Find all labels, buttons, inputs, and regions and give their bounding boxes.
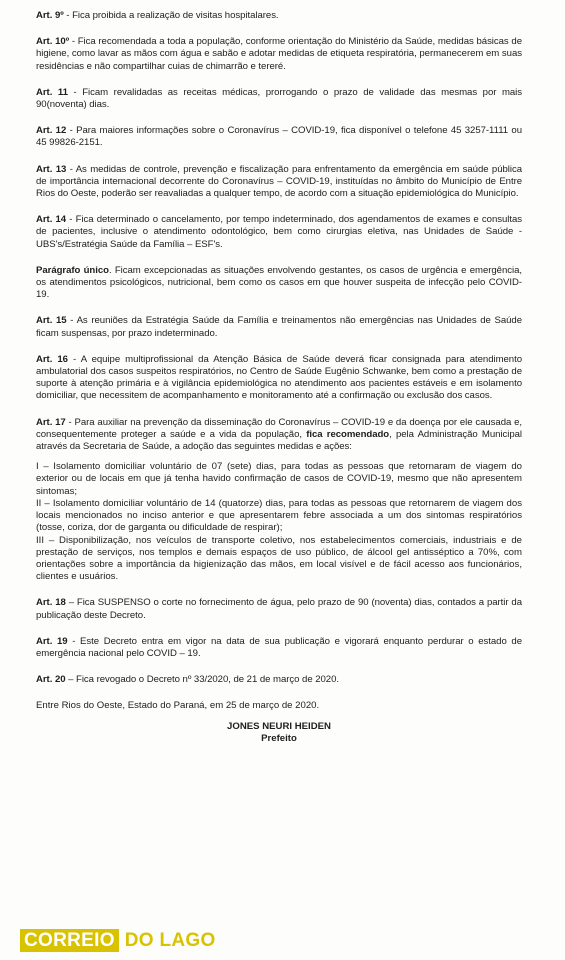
article-16: Art. 16 - A equipe multiprofissional da Atenção Básica de Saúde deverá ficar consignada para atendimento ambulatorial dos casos suspeitos respiratórios, no Centro de Saúde Eugênio Schwanke, bem como a prestação de suporte à atenção primária e à vigilância epidemiológica no atendimento aos pacientes estáveis e em isolamento domiciliar, que necessitem de acompanhamento e monitoramento até a confirmação ou exclusão dos casos. [36,353,522,402]
paragrafo-unico: Parágrafo único. Ficam excepcionadas as situações envolvendo gestantes, os casos de urgência e emergência, os atendimentos psicológicos, nutricional, bem como os casos em que houver suspeita de infecção pelo COVID-19. [36,264,522,301]
logo-word-do-lago: DO LAGO [124,930,216,951]
article-14: Art. 14 - Fica determinado o cancelamento, por tempo indeterminado, dos agendamentos de exames e consultas de pacientes, inclusive o atendimento odontológico, bem como cirurgias eletiva, nas Unidades de Saúde - UBS's/Estratégia Saúde da Família – ESF's. [36,214,522,250]
article-13: Art. 13 - As medidas de controle, prevenção e fiscalização para enfrentamento da emergência em saúde pública de importância internacional decorrente do Coronavírus – COVID-19, instituídas no âmbito do Município de Entre Rios do Oeste, poderão ser reavaliadas a qualquer tempo, de acordo com a situação epidemiológica do Município. [36,163,522,200]
decree-document [36,10,522,745]
article-15: Art. 15 - As reuniões da Estratégia Saúde da Família e treinamentos não emergências nas Unidades de Saúde ficam suspensas, por prazo indeterminado. [36,315,522,339]
logo-word-correio: CORREIO [20,929,119,952]
article-18: Art. 18 – Fica SUSPENSO o corte no fornecimento de água, pelo prazo de 90 (noventa) dias, contados a partir da publicação deste Decreto. [36,597,522,621]
article-19: Art. 19 - Este Decreto entra em vigor na data de sua publicação e vigorará enquanto perdurar o estado de emergência nacional pelo COVID – 19. [36,635,522,659]
article-9: Art. 9º - Fica proibida a realização de visitas hospitalares. [36,10,279,21]
closing-place-date: Entre Rios do Oeste, Estado do Paraná, em 25 de março de 2020. [36,700,320,712]
signatory-name: JONES NEURI HEIDEN [227,720,331,732]
article-11: Art. 11 - Ficam revalidadas as receitas médicas, prorrogando o prazo de validade das mesmas por mais 90(noventa) dias. [36,86,523,111]
correio-do-lago-logo [20,929,216,952]
article-20: Art. 20 – Fica revogado o Decreto nº 33/2020, de 21 de março de 2020. [36,674,339,686]
article-12: Art. 12 - Para maiores informações sobre o Coronavírus – COVID-19, fica disponível o telefone 45 3257-1111 ou 45 99826-2151. [36,125,522,149]
article-17-items [36,461,522,583]
article-17-item-iii: III – Disponibilização, nos veículos de transporte coletivo, nos estabelecimentos comerciais, industriais e de prestação de serviços, nos templos e demais espaços de uso público, de álcool gel antisséptico a 70%, com orientações sobre a importância da higienização das mãos, em local visível e de fácil acesso aos funcionários, clientes e usuários. [36,534,522,583]
article-17-item-ii: II – Isolamento domiciliar voluntário de 14 (quatorze) dias, para todas as pessoas que retornarem de viagem dos locais mencionados no inciso anterior e que apresentarem febre associada a um dos sintomas respiratórios (tosse, coriza, dor de garganta ou dificuldade de respirar); [36,497,522,534]
signature-block [36,721,522,745]
article-17: Art. 17 - Para auxiliar na prevenção da disseminação do Coronavírus – COVID-19 e da doença por ele causada e, consequentemente proteger a saúde e a vida da população, fica recomendado, pela Administração Municipal através da Secretaria de Saúde, a adoção das seguintes medidas e ações: [36,416,522,453]
signatory-role: Prefeito [261,732,297,744]
article-10: Art. 10º - Fica recomendada a toda a população, conforme orientação do Ministério da Saúde, medidas básicas de higiene, como lavar as mãos com água e sabão e adotar medidas de etiqueta respiratória, permanecerem em suas residências e não compartilhar cuias de chimarrão e tereré. [36,36,522,72]
article-17-item-i: I – Isolamento domiciliar voluntário de 07 (sete) dias, para todas as pessoas que retornaram de viagem do exterior ou de locais em que já tenha havido confirmação de casos de COVID-19, mesmo que não apresentem sintomas; [36,461,522,497]
